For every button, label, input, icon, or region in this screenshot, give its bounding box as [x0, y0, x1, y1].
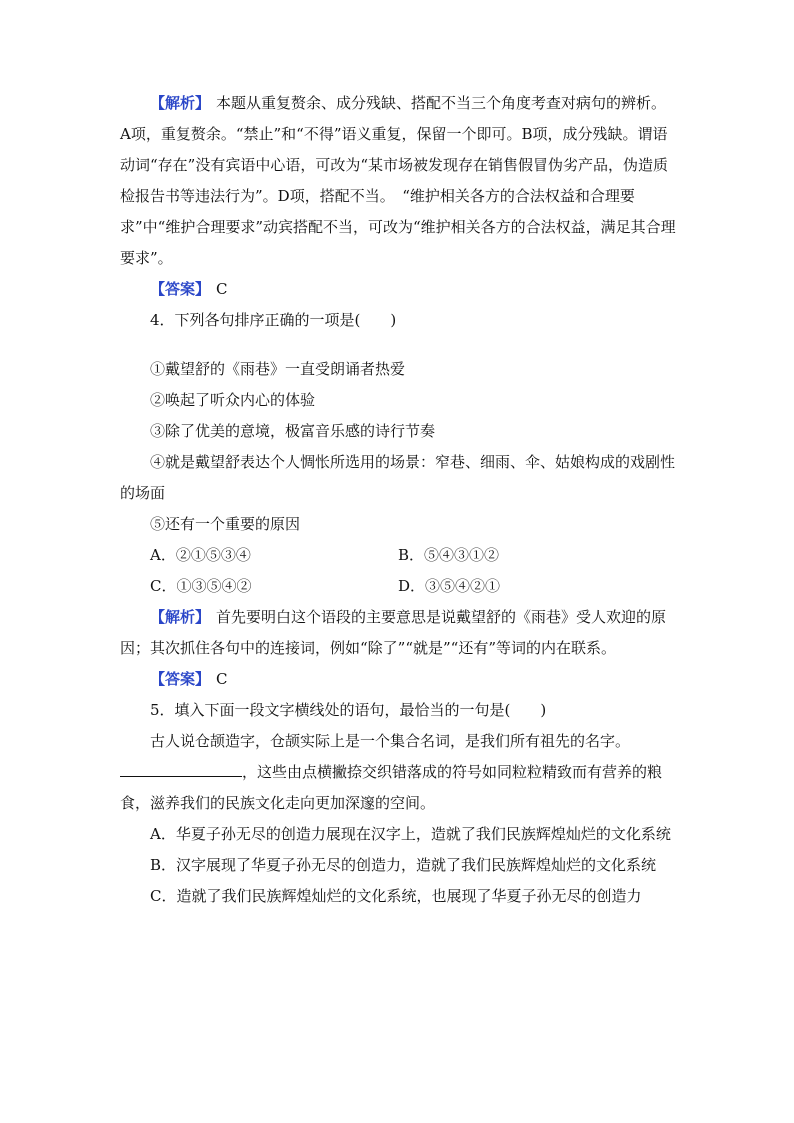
- analysis-tag: 【解析】: [150, 608, 211, 626]
- q5-passage-second: [120, 757, 676, 819]
- document-page: [120, 88, 676, 912]
- q3-analysis: [120, 88, 676, 274]
- q4-sentence: ③除了优美的意境，极富音乐感的诗行节奏: [150, 422, 436, 440]
- q4-answer-value: C: [216, 670, 228, 688]
- q4-option-b: B．⑤④③①②: [398, 546, 500, 564]
- q4-sentence: ④就是戴望舒表达个人惆怅所选用的场景：窄巷、细雨、伞、姑娘构成的戏剧性的场面: [120, 453, 676, 502]
- q4-stem: 4．下列各句排序正确的一项是( ): [150, 311, 397, 329]
- q5-passage-first: 古人说仓颉造字，仓颉实际上是一个集合名词，是我们所有祖先的名字。: [150, 732, 631, 750]
- q4-sentence: ⑤还有一个重要的原因: [150, 515, 301, 533]
- q4-sentence: ②唤起了听众内心的体验: [150, 391, 316, 409]
- q5-stem: 5．填入下面一段文字横线处的语句，最恰当的一句是( ): [150, 701, 547, 719]
- q3-analysis-text: 本题从重复赘余、成分残缺、搭配不当三个角度考查对病句的辨析。A项，重复赘余。“禁止”和“不得”语义重复，保留一个即可。B项，成分残缺。谓语动词“存在”没有宾语中心语，可改为“某市场被发现存在销售假冒伪劣产品，伪造质检报告书等违法行为”。D项，搭配不当。 “维护相关各方的合法权益和合理要求”中“维护合理要求”动宾搭配不当，可改为“维护相关各方的合法权益，满足其合理要求”。: [120, 94, 676, 267]
- q4-options-row-1: [120, 540, 676, 571]
- q5-option-b: B．汉字展现了华夏子孙无尽的创造力，造就了我们民族辉煌灿烂的文化系统: [150, 856, 657, 874]
- answer-tag: 【答案】: [150, 670, 211, 688]
- answer-tag: 【答案】: [150, 280, 211, 298]
- q4-analysis-text: 首先要明白这个语段的主要意思是说戴望舒的《雨巷》受人欢迎的原因；其次抓住各句中的连接词，例如“除了”“就是”“还有”等词的内在联系。: [120, 608, 667, 657]
- q5-passage-second-text: ，这些由点横撇捺交织错落成的符号如同粒粒精致而有营养的粮食，滋养我们的民族文化走向更加深邃的空间。: [120, 763, 663, 812]
- q4-option-d: D．③⑤④②①: [398, 577, 501, 595]
- q4-option-c: C．①③⑤④②: [150, 577, 252, 595]
- q5-option-c: C．造就了我们民族辉煌灿烂的文化系统，也展现了华夏子孙无尽的创造力: [150, 887, 642, 905]
- q4-options-row-2: [120, 571, 676, 602]
- q4-answer: [120, 664, 676, 695]
- analysis-tag: 【解析】: [150, 94, 211, 112]
- fill-blank: [120, 758, 242, 777]
- spacer: [120, 336, 676, 354]
- q4-sentence: ①戴望舒的《雨巷》一直受朗诵者热爱: [150, 360, 406, 378]
- q4-option-a: A．②①⑤③④: [150, 546, 251, 564]
- q3-answer: [120, 274, 676, 305]
- q4-analysis: [120, 602, 676, 664]
- q5-option-a: A．华夏子孙无尽的创造力展现在汉字上，造就了我们民族辉煌灿烂的文化系统: [150, 825, 671, 843]
- q3-answer-value: C: [216, 280, 228, 298]
